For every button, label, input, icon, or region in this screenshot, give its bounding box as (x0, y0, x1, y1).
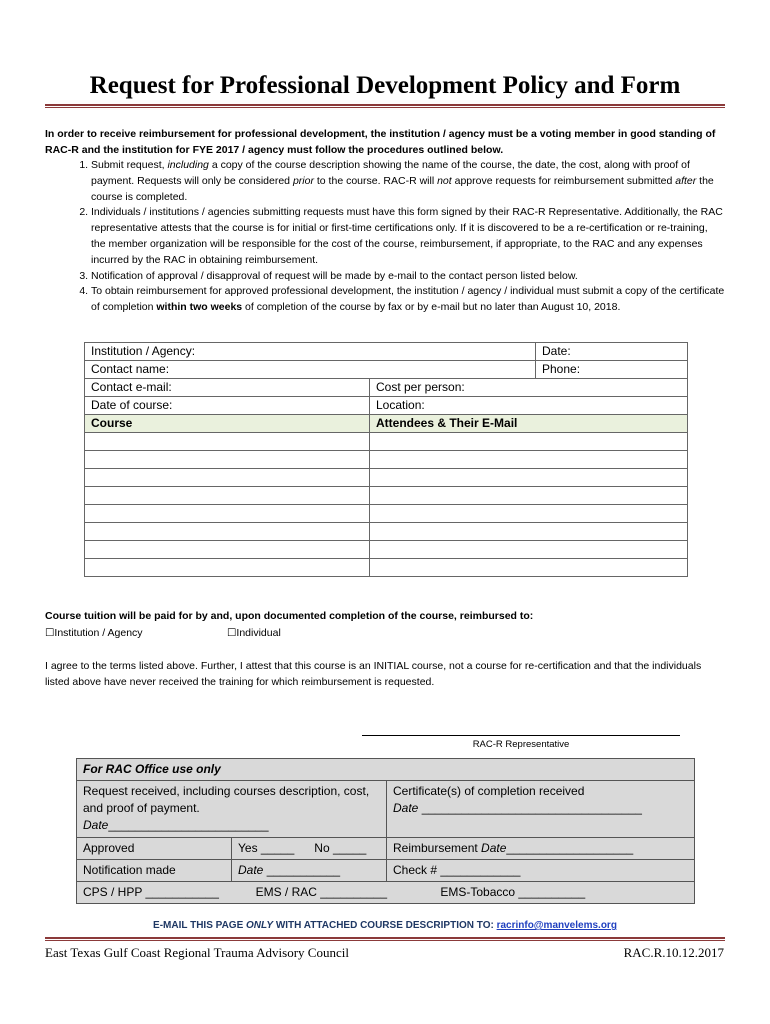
attendee-cell[interactable] (370, 559, 688, 577)
course-cell[interactable] (85, 505, 370, 523)
individual-checkbox[interactable]: ☐Individual (227, 627, 281, 639)
certificate-received-cell[interactable]: Certificate(s) of completion received Date _________________________________ (387, 781, 695, 838)
attendee-cell[interactable] (370, 505, 688, 523)
contact-name-field[interactable]: Contact name: (85, 361, 536, 379)
attendee-cell[interactable] (370, 451, 688, 469)
footer-organization: East Texas Gulf Coast Regional Trauma Advisory Council (45, 945, 349, 960)
approved-label: Approved (77, 838, 232, 860)
course-column-header: Course (85, 415, 370, 433)
attendees-column-header: Attendees & Their E-Mail (370, 415, 688, 433)
program-codes-row[interactable]: CPS / HPP ___________ EMS / RAC __________ EMS-Tobacco __________ (77, 882, 695, 904)
course-cell[interactable] (85, 469, 370, 487)
procedure-list (45, 158, 725, 316)
attendee-cell[interactable] (370, 433, 688, 451)
step-1: 1. Submit request, including a copy of the course description showing the name of the course, the date, the cost, along with proof of payment. Requests will only be considered prior to the course. RAC-R will not approve requests for reimbursement submitted after the course is completed. (91, 158, 725, 205)
course-cell[interactable] (85, 541, 370, 559)
agreement-statement: I agree to the terms listed above. Further, I attest that this course is an INITIAL course, not a course for re-certification and that the individuals listed above have never received the training for which reimbursement is requested. (45, 660, 702, 688)
course-cell[interactable] (85, 559, 370, 577)
tuition-options (45, 627, 281, 639)
notification-label: Notification made (77, 860, 232, 882)
notification-date[interactable]: Date ___________ (232, 860, 387, 882)
course-cell[interactable] (85, 487, 370, 505)
date-of-course-field[interactable]: Date of course: (85, 397, 370, 415)
office-use-heading: For RAC Office use only (77, 759, 695, 781)
attendee-cell[interactable] (370, 469, 688, 487)
footer-divider (45, 937, 725, 941)
contact-email-field[interactable]: Contact e-mail: (85, 379, 370, 397)
attendee-cell[interactable] (370, 523, 688, 541)
step-2: 2. Individuals / institutions / agencies submitting requests must have this form signed by their RAC-R Representative. Additionally, the RAC representative attests that the course is for initial or first-time certifications only. If it is discovered to be a re-certification or re-training, the member organization will be responsible for the cost of the course, reimbursement, if appropriate, to the RAC and any expenses incurred by the RAC in obtaining reimbursement. (91, 205, 725, 268)
signature-line[interactable] (362, 735, 680, 736)
check-number[interactable]: Check # ____________ (387, 860, 695, 882)
intro-text: In order to receive reimbursement for professional development, the institution / agency must be a voting member in good standing of RAC-R and the institution for FYE 2017 / agency must follow the procedures outlined below. (45, 128, 716, 156)
attendee-cell[interactable] (370, 487, 688, 505)
cost-field[interactable]: Cost per person: (370, 379, 688, 397)
footer-form-code: RAC.R.10.12.2017 (623, 945, 724, 960)
request-received-cell[interactable]: Request received, including courses description, cost, and proof of payment. Date________________________ (77, 781, 387, 838)
approved-yes-no[interactable]: Yes _____ No _____ (232, 838, 387, 860)
reimbursement-date[interactable]: Reimbursement Date___________________ (387, 838, 695, 860)
course-cell[interactable] (85, 523, 370, 541)
checkbox-icon: ☐ (227, 627, 237, 639)
page-title: Request for Professional Development Policy and Form (89, 72, 681, 99)
course-cell[interactable] (85, 433, 370, 451)
intro-paragraph (45, 127, 725, 158)
attendee-cell[interactable] (370, 541, 688, 559)
date-field[interactable]: Date: (536, 343, 688, 361)
email-instruction: E-MAIL THIS PAGE ONLY WITH ATTACHED COURSE DESCRIPTION TO: racrinfo@manvelems.org (153, 920, 617, 931)
office-use-table (76, 758, 695, 904)
checkbox-icon: ☐ (45, 627, 55, 639)
course-cell[interactable] (85, 451, 370, 469)
signature-label: RAC-R Representative (472, 739, 570, 750)
step-4: 4. To obtain reimbursement for approved professional development, the institution / agency / individual must submit a copy of the certificate of completion within two weeks of completion of the course by fax or by e-mail but no later than August 10, 2018. (91, 284, 725, 316)
location-field[interactable]: Location: (370, 397, 688, 415)
title-divider (45, 104, 725, 108)
phone-field[interactable]: Phone: (536, 361, 688, 379)
institution-checkbox[interactable]: ☐Institution / Agency (45, 627, 143, 639)
email-link[interactable]: racrinfo@manvelems.org (496, 920, 617, 931)
institution-field[interactable]: Institution / Agency: (85, 343, 536, 361)
step-3: 3. Notification of approval / disapproval of request will be made by e-mail to the contact person listed below. (91, 269, 725, 285)
request-form-table (84, 342, 688, 577)
tuition-heading: Course tuition will be paid for by and, upon documented completion of the course, reimbursed to: (45, 610, 534, 622)
